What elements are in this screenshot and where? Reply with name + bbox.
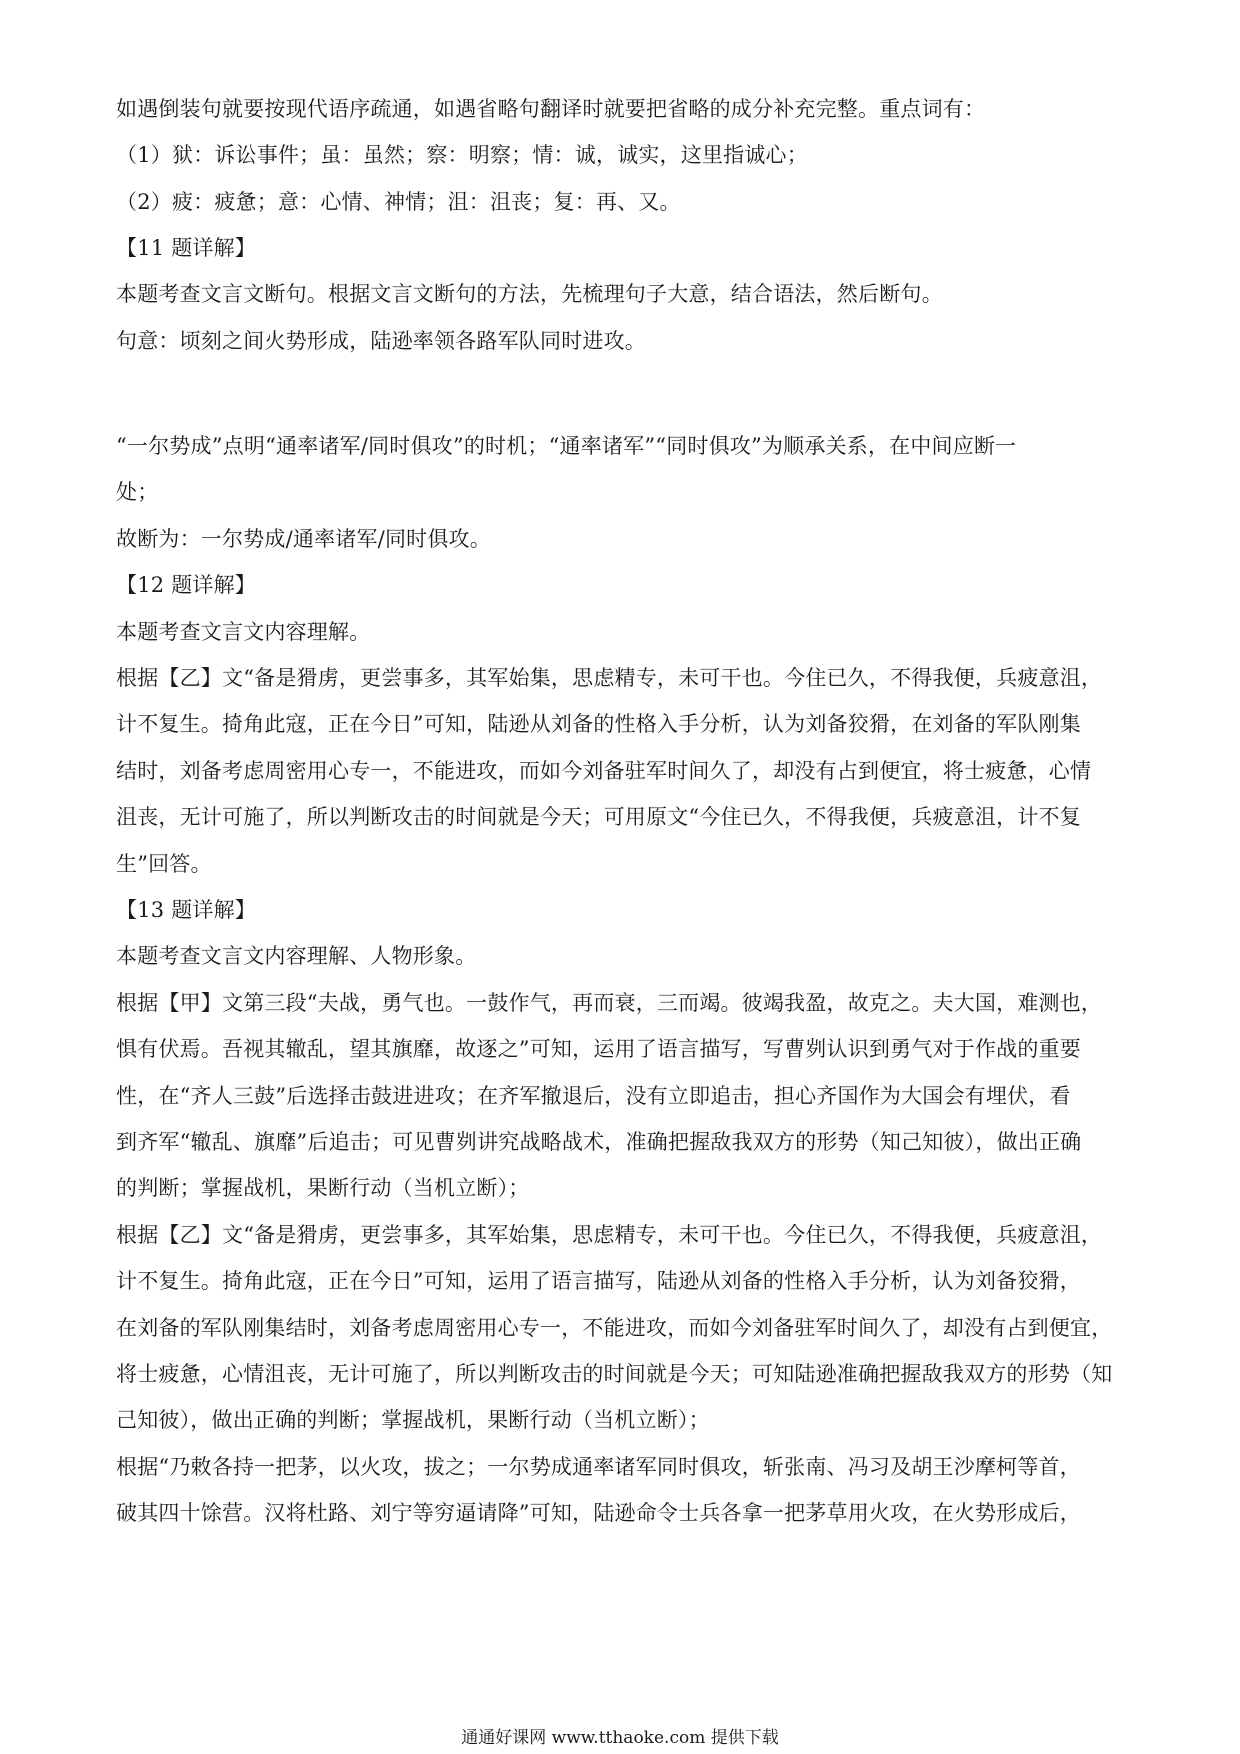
text-line: 沮丧，无计可施了，所以判断攻击的时间就是今天；可用原文“今住已久，不得我便，兵疲意沮，计不复	[116, 805, 1081, 829]
text-line: （1）狱：诉讼事件；虽：虽然；察：明察；情：诚，诚实，这里指诚心；	[116, 143, 808, 167]
text-line: 性，在“齐人三鼓”后选择击鼓进进攻；在齐军撤退后，没有立即追击，担心齐国作为大国会有埋伏，看	[116, 1084, 1071, 1108]
text-line: “一尔势成”点明“通率诸军/同时俱攻”的时机；“通率诸军”“同时俱攻”为顺承关系，在中间应断一	[116, 434, 1017, 458]
text-line: 结时，刘备考虑周密用心专一，不能进攻，而如今刘备驻军时间久了，却没有占到便宜，将士疲惫，心情	[116, 759, 1092, 783]
page-footer: 通通好课网 www.tthaoke.com 提供下载	[461, 1728, 779, 1748]
text-line: 根据【乙】文“备是猾虏，更尝事多，其军始集，思虑精专，未可干也。今住已久，不得我便，兵疲意沮，	[116, 1223, 1103, 1247]
text-line: 的判断；掌握战机，果断行动（当机立断）；	[116, 1176, 530, 1200]
text-line: 生”回答。	[116, 852, 212, 876]
text-line: 根据【甲】文第三段“夫战，勇气也。一鼓作气，再而衰，三而竭。彼竭我盈，故克之。夫大国，难测也，	[116, 991, 1103, 1015]
text-line: 故断为：一尔势成/通率诸军/同时俱攻。	[116, 527, 491, 551]
text-line: 己知彼），做出正确的判断；掌握战机，果断行动（当机立断）；	[116, 1408, 710, 1432]
text-line: 到齐军“辙乱、旗靡”后追击；可见曹刿讲究战略战术，准确把握敌我双方的形势（知己知彼），做出正确	[116, 1130, 1082, 1154]
text-line: 惧有伏焉。吾视其辙乱，望其旗靡，故逐之”可知，运用了语言描写，写曹刿认识到勇气对于作战的重要	[116, 1037, 1081, 1061]
text-line: 将士疲惫，心情沮丧，无计可施了，所以判断攻击的时间就是今天；可知陆逊准确把握敌我双方的形势（知	[116, 1362, 1113, 1386]
text-line: 计不复生。掎角此寇，正在今日”可知，陆逊从刘备的性格入手分析，认为刘备狡猾，在刘备的军队刚集	[116, 712, 1081, 736]
text-line: 本题考查文言文断句。根据文言文断句的方法，先梳理句子大意，结合语法，然后断句。	[116, 282, 943, 306]
text-line: 本题考查文言文内容理解。	[116, 620, 371, 644]
text-line: 在刘备的军队刚集结时，刘备考虑周密用心专一，不能进攻，而如今刘备驻军时间久了，却没有占到便宜，	[116, 1316, 1113, 1340]
text-line: 处；	[116, 480, 159, 504]
text-line: 本题考查文言文内容理解、人物形象。	[116, 944, 477, 968]
text-line: 如遇倒装句就要按现代语序疏通，如遇省略句翻译时就要把省略的成分补充完整。重点词有：	[116, 97, 986, 121]
text-line: 句意：顷刻之间火势形成，陆逊率领各路军队同时进攻。	[116, 329, 646, 353]
section-heading-11: 【11 题详解】	[116, 236, 256, 260]
text-line: 根据【乙】文“备是猾虏，更尝事多，其军始集，思虑精专，未可干也。今住已久，不得我便，兵疲意沮，	[116, 666, 1103, 690]
section-heading-13: 【13 题详解】	[116, 898, 256, 922]
text-line: （2）疲：疲惫；意：心情、神情；沮：沮丧；复：再、又。	[116, 190, 681, 214]
text-line: 破其四十馀营。汉将杜路、刘宁等穷逼请降”可知，陆逊命令士兵各拿一把茅草用火攻，在火势形成后，	[116, 1501, 1081, 1525]
text-line: 根据“乃敕各持一把茅，以火攻，拔之；一尔势成通率诸军同时俱攻，斩张南、冯习及胡王沙摩柯等首，	[116, 1455, 1081, 1479]
section-heading-12: 【12 题详解】	[116, 573, 256, 597]
text-line: 计不复生。掎角此寇，正在今日”可知，运用了语言描写，陆逊从刘备的性格入手分析，认为刘备狡猾，	[116, 1269, 1081, 1293]
